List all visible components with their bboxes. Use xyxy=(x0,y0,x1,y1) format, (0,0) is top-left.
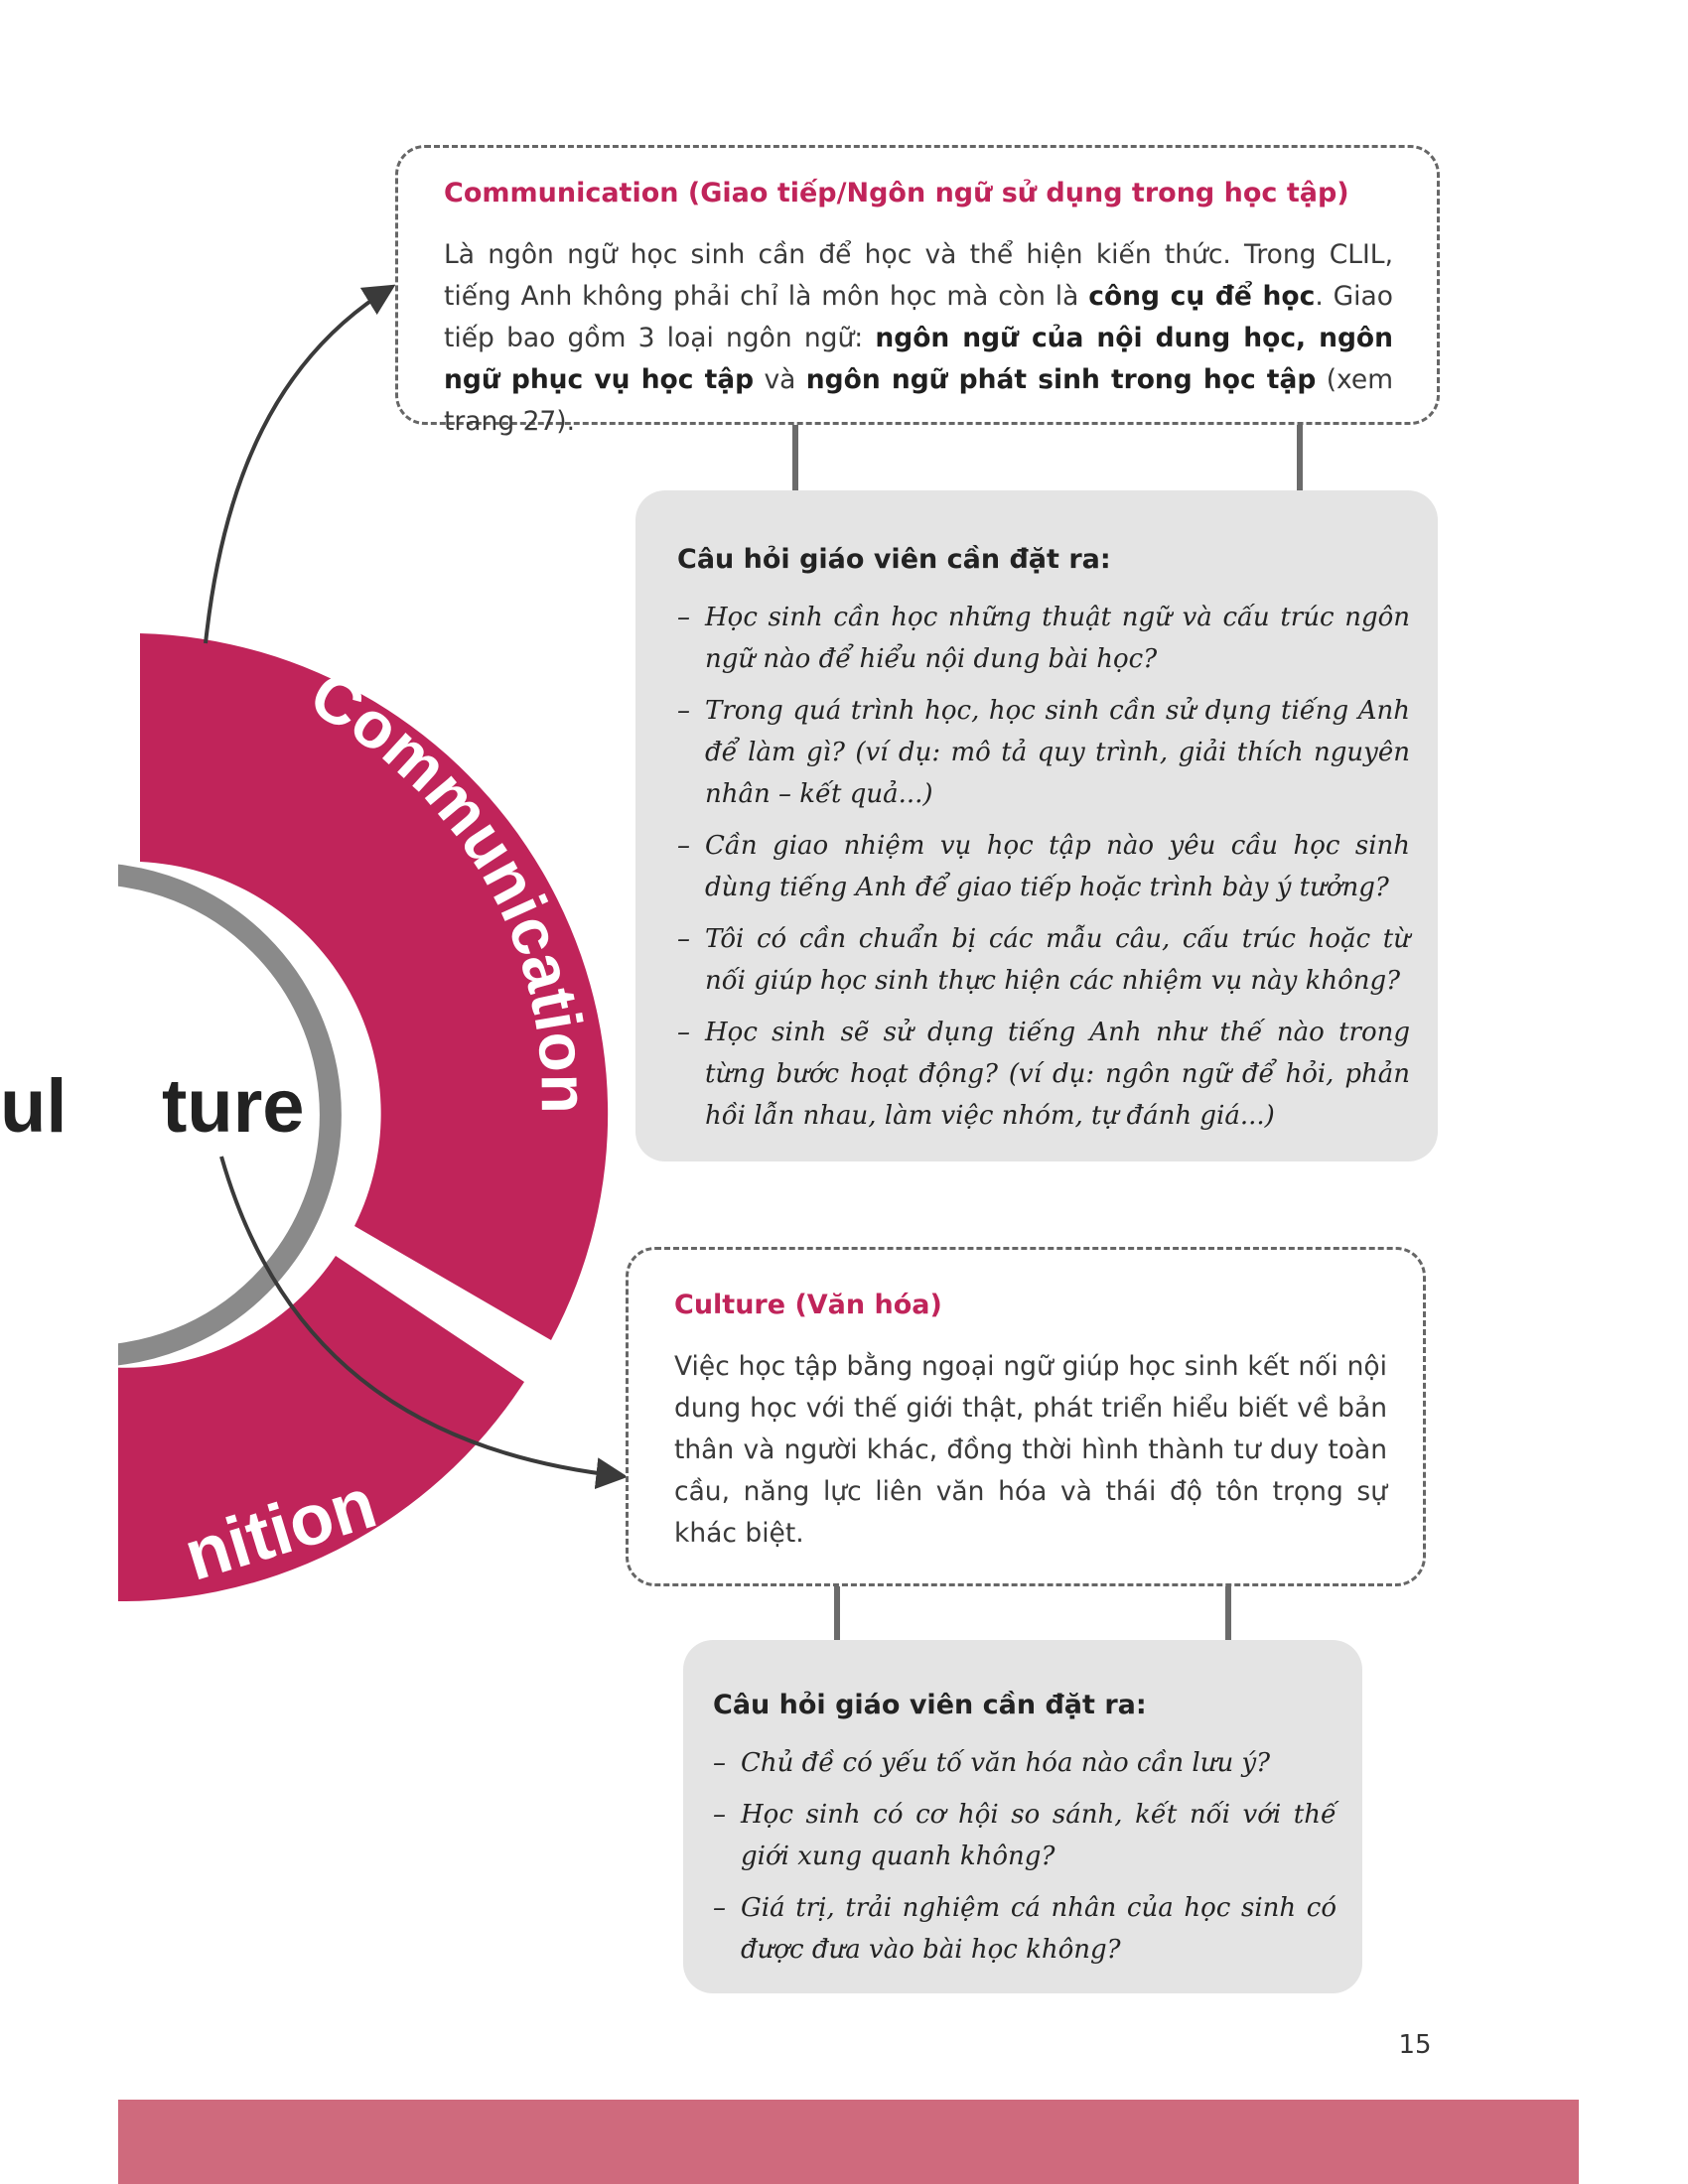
list-item: – Học sinh có cơ hội so sánh, kết nối với thế giới xung quanh không? xyxy=(713,1800,1336,1871)
culture-title: Culture (Văn hóa) xyxy=(674,1290,942,1320)
communication-questions-list xyxy=(677,597,1410,1137)
cognition-segment-label: nition xyxy=(175,1463,385,1596)
communication-questions-box xyxy=(635,490,1438,1161)
list-item: – Học sinh cần học những thuật ngữ và cấu trúc ngôn ngữ nào để hiểu nội dung bài học? xyxy=(677,603,1410,674)
body-text: (xem trang 27). xyxy=(444,364,1394,437)
bold-phrase: công cụ để học xyxy=(1088,281,1316,312)
arrow-to-communication xyxy=(206,288,390,643)
center-label-left: ul xyxy=(0,1064,68,1149)
body-text: và xyxy=(754,364,806,395)
list-item: – Giá trị, trải nghiệm cá nhân của học sinh có được đưa vào bài học không? xyxy=(713,1893,1336,1965)
culture-questions-list xyxy=(713,1742,1336,1971)
body-text: Là ngôn ngữ học sinh cần để học và thể hiện kiến thức. Trong CLIL, tiếng Anh không phải chỉ là môn học mà còn là xyxy=(444,239,1393,312)
list-item: – Trong quá trình học, học sinh cần sử dụng tiếng Anh để làm gì? (ví dụ: mô tả quy trình, giải thích nguyên nhân – kết quả...) xyxy=(677,696,1410,809)
page-number: 15 xyxy=(1398,2030,1432,2060)
list-item: – Cần giao nhiệm vụ học tập nào yêu cầu học sinh dùng tiếng Anh để giao tiếp hoặc trình bày ý tưởng? xyxy=(677,831,1410,902)
communication-definition-box xyxy=(395,145,1440,437)
communication-questions-title: Câu hỏi giáo viên cần đặt ra: xyxy=(677,544,1111,575)
communication-body xyxy=(444,234,1393,443)
culture-questions-title: Câu hỏi giáo viên cần đặt ra: xyxy=(713,1690,1147,1720)
communication-title: Communication (Giao tiếp/Ngôn ngữ sử dụng trong học tập) xyxy=(444,178,1349,208)
center-label-culture: ture xyxy=(162,1064,305,1149)
culture-body: Việc học tập bằng ngoại ngữ giúp học sinh kết nối nội dung học với thế giới thật, phát triển hiểu biết về bản thân và người khác, đồng thời hình thành tư duy toàn cầu, năng lực liên văn hóa và thái độ tôn trọng sự khác biệt. xyxy=(674,1351,1387,1549)
culture-questions-box xyxy=(683,1640,1362,1993)
bold-phrase: ngôn ngữ của nội dung học, ngôn ngữ phục vụ học tập xyxy=(444,323,1394,395)
bold-phrase: ngôn ngữ phát sinh trong học tập xyxy=(805,364,1317,395)
footer-bar xyxy=(118,2100,1579,2184)
list-item: – Học sinh sẽ sử dụng tiếng Anh như thế nào trong từng bước hoạt động? (ví dụ: ngôn ngữ để hỏi, phản hồi lẫn nhau, làm việc nhóm, tự đánh giá...) xyxy=(677,1018,1410,1131)
body-text: . Giao tiếp bao gồm 3 loại ngôn ngữ: xyxy=(444,281,1393,353)
communication-segment-label: Communication xyxy=(298,656,602,1115)
list-item: – Chủ đề có yếu tố văn hóa nào cần lưu ý? xyxy=(713,1748,1271,1778)
list-item: – Tôi có cần chuẩn bị các mẫu câu, cấu trúc hoặc từ nối giúp học sinh thực hiện các nhiệm vụ này không? xyxy=(677,924,1410,996)
culture-definition-box xyxy=(626,1247,1426,1586)
